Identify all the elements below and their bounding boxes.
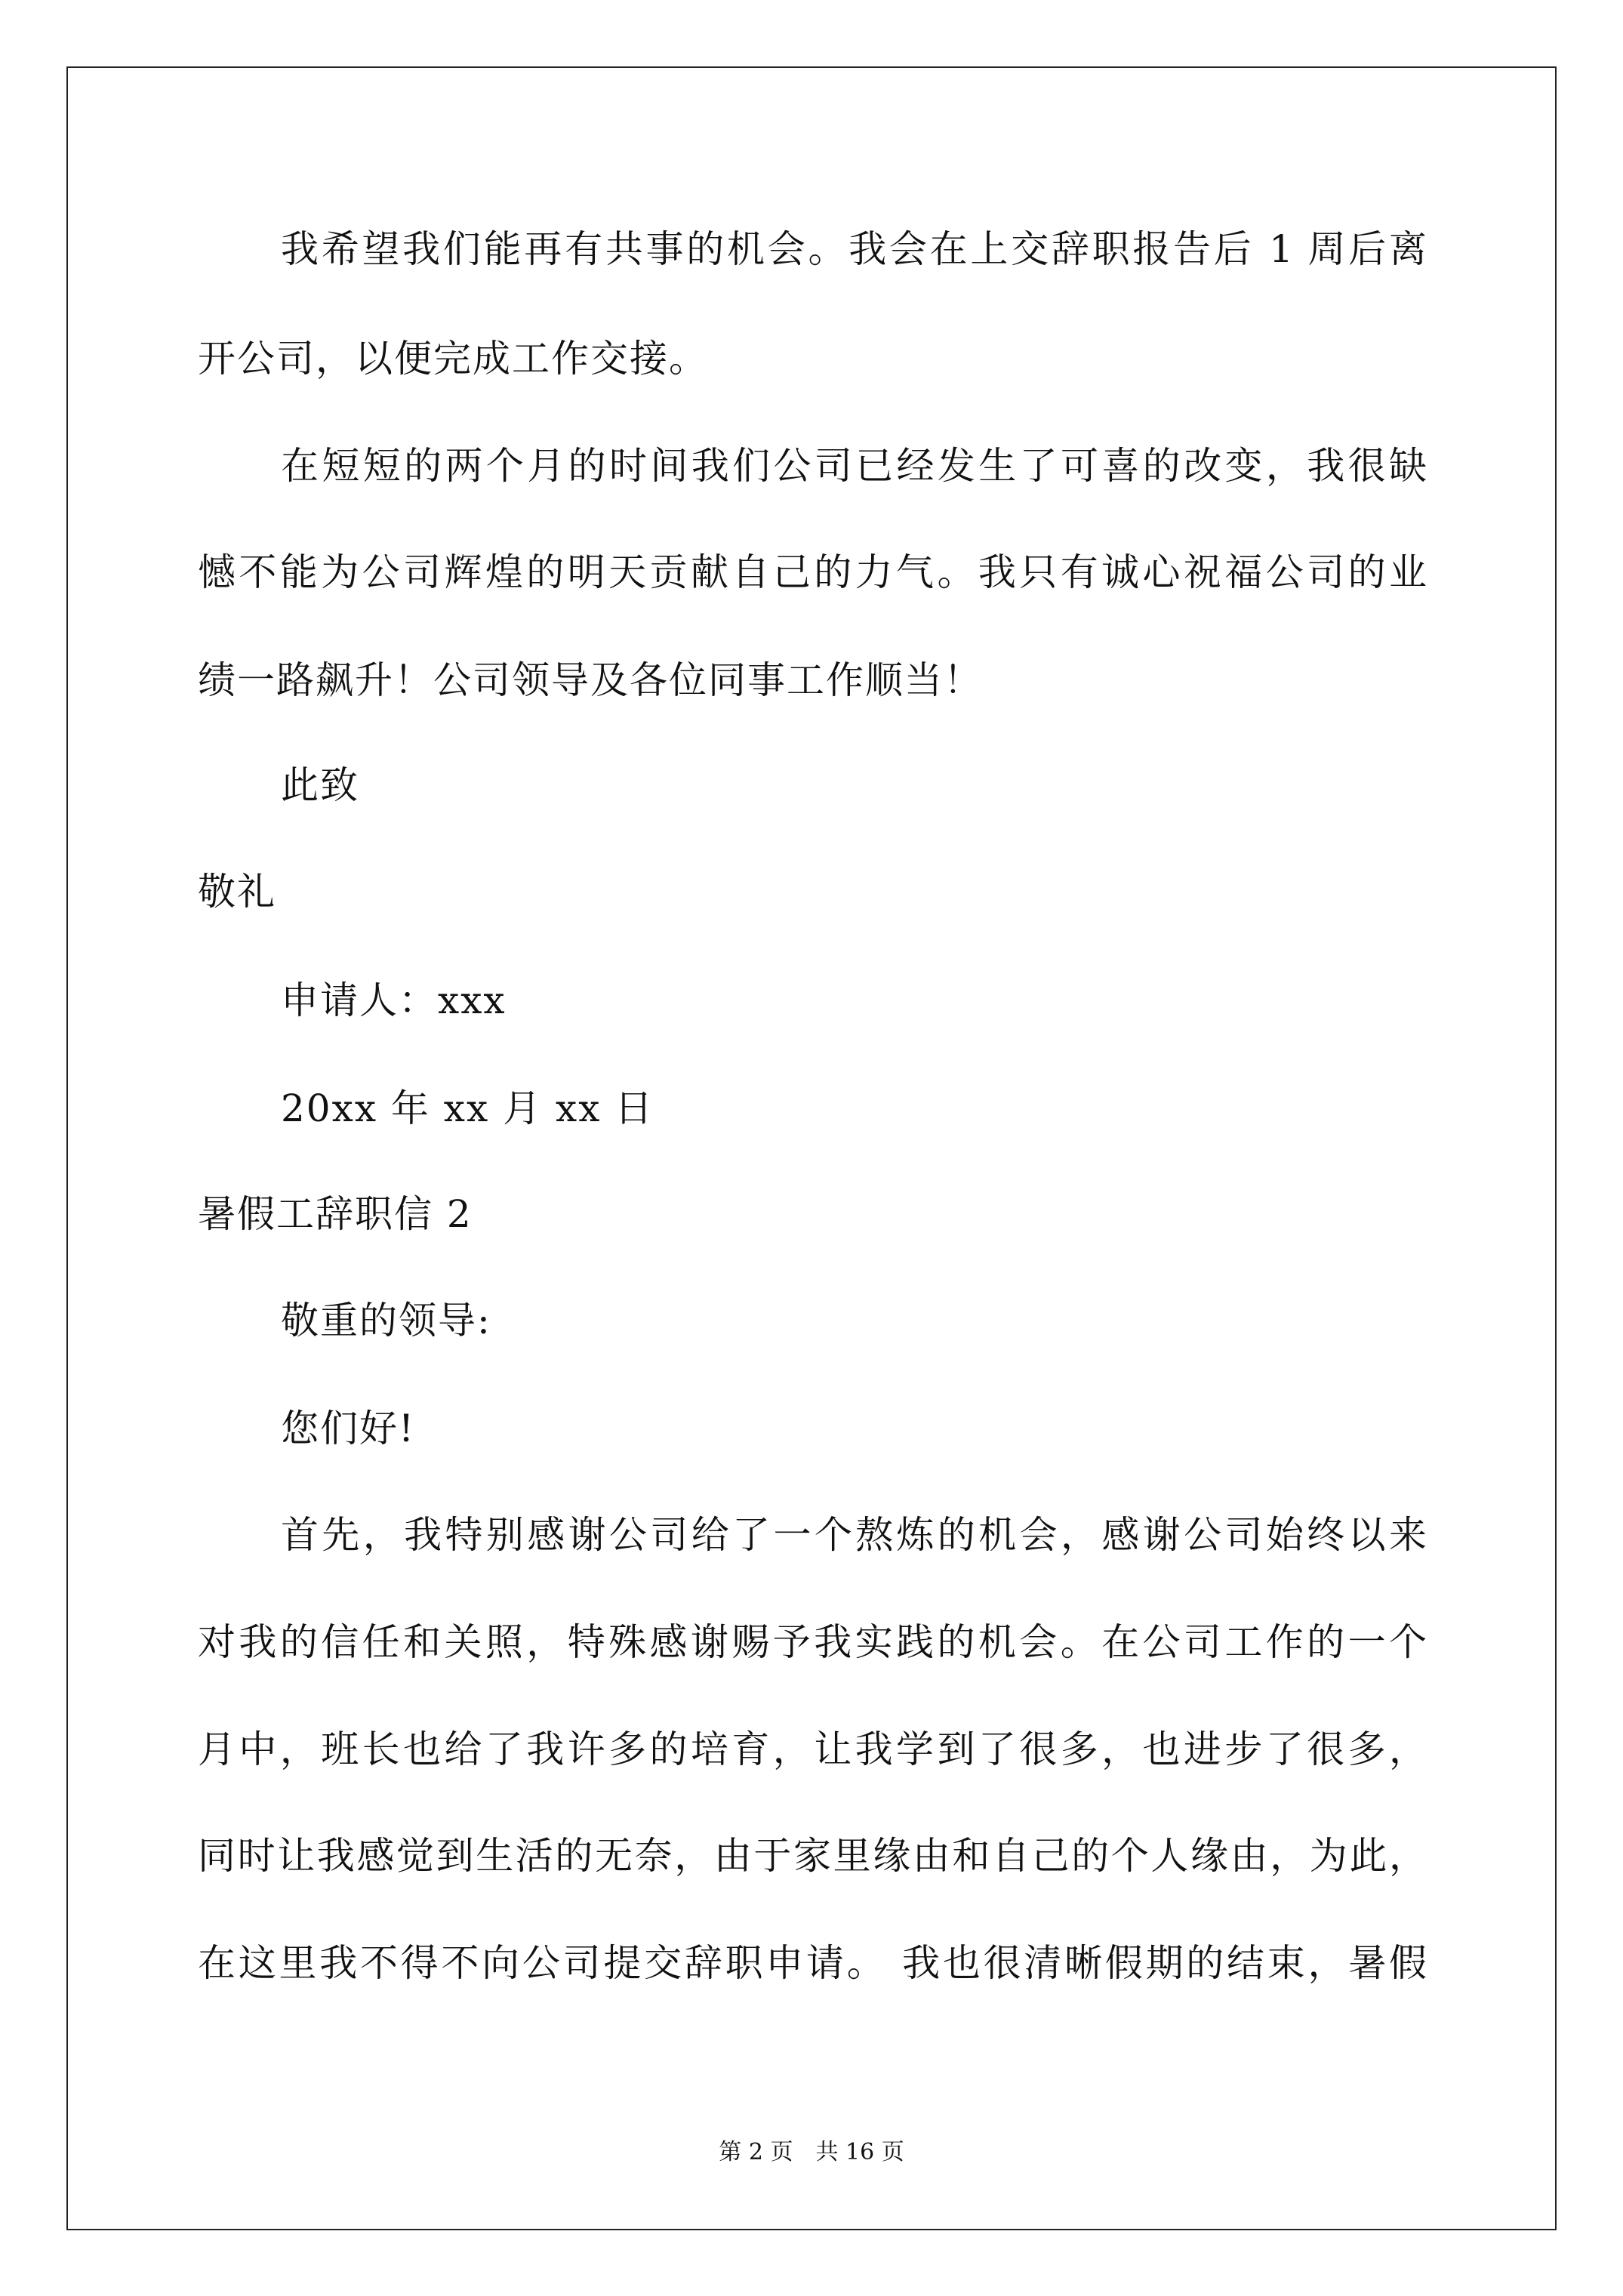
greeting: 您们好! xyxy=(281,1407,416,1450)
text-line: 我希望我们能再有共事的机会。我会在上交辞职报告后 1 周后离 xyxy=(281,227,1427,271)
text-line: 在这里我不得不向公司提交辞职申请。 我也很清晰假期的结束，暑假 xyxy=(198,1941,1427,1985)
text-line: 首先，我特别感谢公司给了一个熬炼的机会，感谢公司始终以来 xyxy=(281,1513,1427,1557)
date-line: 20xx 年 xx 月 xx 日 xyxy=(281,1086,654,1130)
text-line: 月中，班长也给了我许多的培育，让我学到了很多，也进步了很多， xyxy=(198,1727,1427,1771)
paragraph-3-line-3 xyxy=(198,1727,1427,1771)
paragraph-1-line-2: 开公司，以便完成工作交接。 xyxy=(198,337,708,381)
text-line: 对我的信任和关照，特殊感谢赐予我实践的机会。在公司工作的一个 xyxy=(198,1620,1427,1664)
closing-salutation: 此致 xyxy=(281,763,359,807)
text-line: 同时让我感觉到生活的无奈，由于家里缘由和自己的个人缘由，为此， xyxy=(198,1834,1427,1878)
text-line: 在短短的两个月的时间我们公司已经发生了可喜的改变，我很缺 xyxy=(281,444,1427,488)
paragraph-2-line-3: 绩一路飙升！公司领导及各位同事工作顺当！ xyxy=(198,658,983,702)
paragraph-3-line-4 xyxy=(198,1834,1427,1878)
applicant-line: 申请人：xxx xyxy=(281,978,507,1022)
section-title: 暑假工辞职信 2 xyxy=(198,1192,473,1236)
text-line: 憾不能为公司辉煌的明天贡献自己的力气。我只有诚心祝福公司的业 xyxy=(198,550,1427,594)
paragraph-1-line-1 xyxy=(281,227,1427,271)
paragraph-2-line-1 xyxy=(281,444,1427,488)
paragraph-3-line-2 xyxy=(198,1620,1427,1664)
paragraph-3-line-1 xyxy=(281,1513,1427,1557)
paragraph-2-line-2 xyxy=(198,550,1427,594)
page-border xyxy=(66,66,1557,2230)
page-number-footer: 第 2 页 共 16 页 xyxy=(719,2139,904,2165)
closing-regards: 敬礼 xyxy=(198,870,276,914)
paragraph-3-line-5 xyxy=(198,1941,1427,1985)
letter-salutation: 敬重的领导: xyxy=(281,1299,491,1342)
